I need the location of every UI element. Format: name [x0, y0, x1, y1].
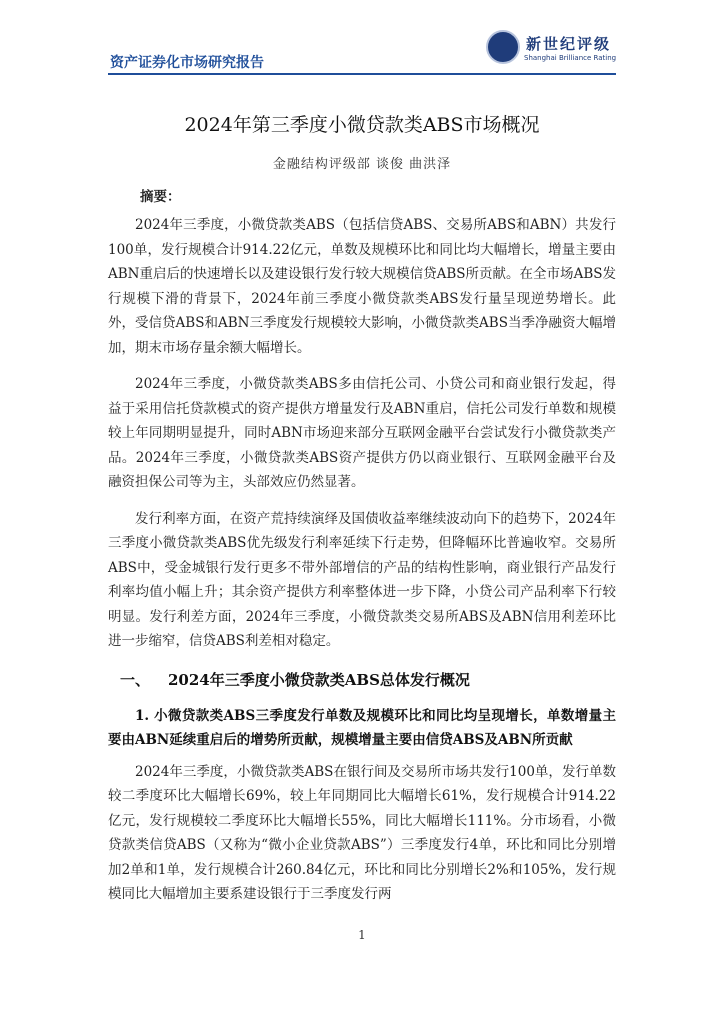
logo-chinese-name: 新世纪评级 — [526, 35, 612, 53]
section-number: 一、 — [120, 670, 151, 689]
logo-emblem-icon — [486, 30, 520, 64]
body-paragraph: 2024年三季度，小微贷款类ABS在银行间及交易所市场共发行100单，发行单数较二季度环比大幅增长69%，较上年同期同比大幅增长61%，发行规模合计914.22亿元，发行规模较二季度环比大幅增长55%，同比大幅增长111%。分市场看，小微贷款类信贷ABS（又称为“微小企业贷款ABS”）三季度发行4单，环比和同比分别增加2单和1单，发行规模合计260.84亿元，环比和同比分别增长2%和105%，发行规模同比大幅增加主要系建设银行于三季度发行两 — [108, 763, 616, 902]
page-header — [0, 0, 724, 80]
abstract-paragraph: 发行利率方面，在资产荒持续演绎及国债收益率继续波动向下的趋势下，2024年三季度小微贷款类ABS优先级发行利率延续下行走势，但降幅环比普遍收窄。交易所ABS中，受金城银行发行更多不带外部增信的产品的结构性影响，商业银行产品发行利率均值小幅上升；其余资产提供方利率整体进一步下降，小贷公司产品利率下行较明显。发行利差方面，2024年三季度，小微贷款类交易所ABS及ABN信用利差环比进一步缩窄，信贷ABS利差相对稳定。 — [108, 510, 616, 649]
document-body — [108, 110, 616, 919]
subsection-heading: 1. 小微贷款类ABS三季度发行单数及规模环比和同比均呈现增长，单数增量主要由ABN延续重启后的增势所贡献，规模增量主要由信贷ABS及ABN所贡献 — [108, 707, 616, 748]
section-title: 2024年三季度小微贷款类ABS总体发行概况 — [168, 670, 470, 689]
page-number: 1 — [358, 928, 366, 942]
section-heading — [120, 666, 616, 694]
logo-english-name: Shanghai Brilliance Rating — [524, 54, 617, 62]
document-title: 2024年第三季度小微贷款类ABS市场概况 — [184, 114, 540, 136]
company-logo — [486, 30, 616, 70]
abstract-paragraph: 2024年三季度，小微贷款类ABS（包括信贷ABS、交易所ABS和ABN）共发行100单，发行规模合计914.22亿元，单数及规模环比和同比均大幅增长，增量主要由ABN重启后的快速增长以及建设银行发行较大规模信贷ABS所贡献。在全市场ABS发行规模下滑的背景下，2024年前三季度小微贷款类ABS发行量呈现逆势增长。此外，受信贷ABS和ABN三季度发行规模较大影响，小微贷款类ABS当季净融资大幅增加，期末市场存量余额大幅增长。 — [108, 217, 616, 356]
header-divider — [108, 73, 616, 75]
abstract-paragraph: 2024年三季度，小微贷款类ABS多由信托公司、小贷公司和商业银行发起，得益于采用信托贷款模式的资产提供方增量发行及ABN重启，信托公司发行单数和规模较上年同期明显提升，同时ABN市场迎来部分互联网金融平台尝试发行小微贷款类产品。2024年三季度，小微贷款类ABS资产提供方仍以商业银行、互联网金融平台及融资担保公司等为主，头部效应仍然显著。 — [108, 376, 616, 490]
abstract-label: 摘要： — [140, 189, 181, 205]
authors-line: 金融结构评级部 谈俊 曲洪泽 — [272, 157, 452, 172]
report-series-title: 资产证券化市场研究报告 — [110, 55, 264, 71]
